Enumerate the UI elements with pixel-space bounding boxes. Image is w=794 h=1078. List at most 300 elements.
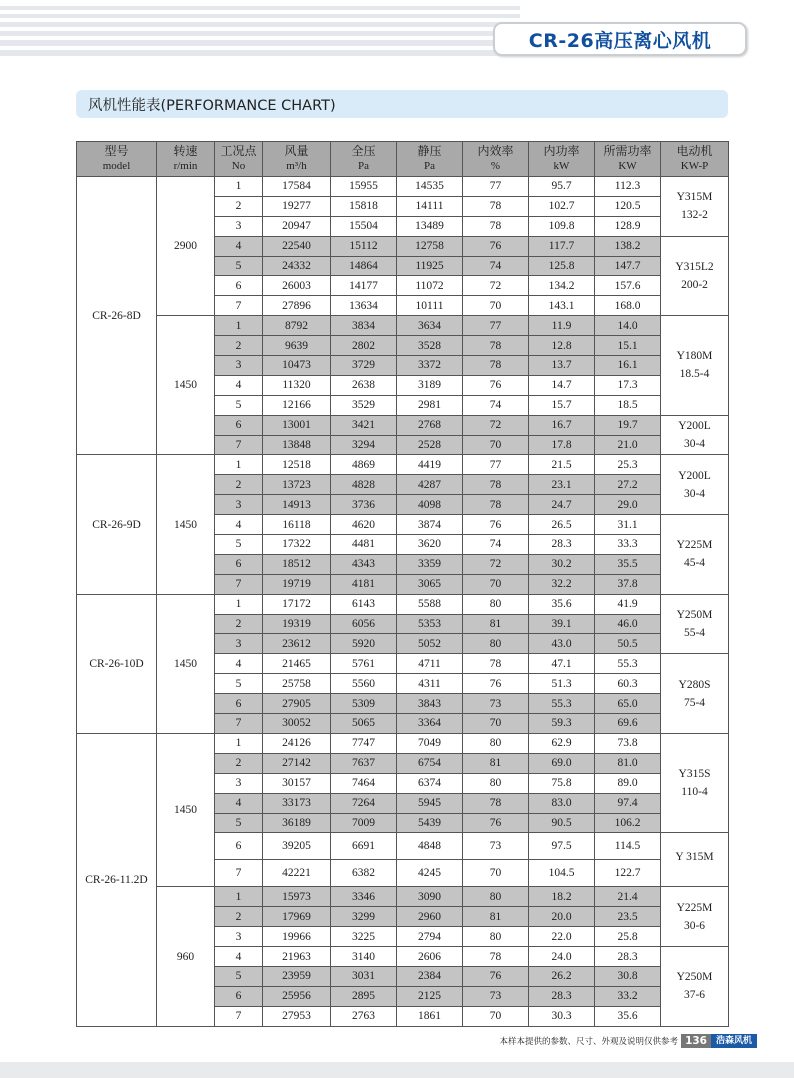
value-cell: 2528 — [397, 435, 463, 455]
value-cell: 14864 — [331, 256, 397, 276]
bottom-band — [0, 1062, 794, 1078]
table-row — [77, 594, 729, 614]
value-cell: 76 — [463, 375, 529, 395]
value-cell: 4245 — [397, 860, 463, 887]
motor-power: 18.5-4 — [679, 368, 710, 381]
value-cell: 14.7 — [529, 375, 595, 395]
value-cell: 134.2 — [529, 276, 595, 296]
value-cell: 13.7 — [529, 356, 595, 376]
value-cell: 17172 — [263, 594, 331, 614]
value-cell: 11.9 — [529, 316, 595, 336]
value-cell: 13848 — [263, 435, 331, 455]
speed-cell: 1450 — [157, 455, 215, 594]
value-cell: 28.3 — [595, 947, 661, 967]
value-cell: 4869 — [331, 455, 397, 475]
value-cell: 25.3 — [595, 455, 661, 475]
value-cell: 24.7 — [529, 495, 595, 515]
condition-point-cell: 4 — [215, 236, 263, 256]
model-cell: CR-26-9D — [77, 455, 157, 594]
value-cell: 51.3 — [529, 674, 595, 694]
value-cell: 6691 — [331, 833, 397, 860]
value-cell: 17322 — [263, 535, 331, 555]
value-cell: 4481 — [331, 535, 397, 555]
value-cell: 143.1 — [529, 296, 595, 316]
value-cell: 120.5 — [595, 196, 661, 216]
motor-cell — [661, 947, 729, 1027]
condition-point-cell: 6 — [215, 986, 263, 1006]
column-header-label: 所需功率 — [603, 144, 652, 158]
value-cell: 30.2 — [529, 554, 595, 574]
column-header — [331, 142, 397, 177]
value-cell: 42221 — [263, 860, 331, 887]
value-cell: 1861 — [397, 1006, 463, 1026]
value-cell: 12758 — [397, 236, 463, 256]
value-cell: 104.5 — [529, 860, 595, 887]
value-cell: 7747 — [331, 733, 397, 753]
value-cell: 83.0 — [529, 793, 595, 813]
value-cell: 2638 — [331, 375, 397, 395]
motor-cell — [661, 515, 729, 595]
value-cell: 23612 — [263, 634, 331, 654]
motor-cell — [661, 887, 729, 947]
value-cell: 3031 — [331, 966, 397, 986]
value-cell: 81 — [463, 907, 529, 927]
value-cell: 97.4 — [595, 793, 661, 813]
value-cell: 95.7 — [529, 177, 595, 197]
value-cell: 3529 — [331, 395, 397, 415]
value-cell: 11320 — [263, 375, 331, 395]
condition-point-cell: 1 — [215, 887, 263, 907]
value-cell: 73 — [463, 986, 529, 1006]
column-header-label: 电动机 — [676, 144, 713, 158]
value-cell: 50.5 — [595, 634, 661, 654]
condition-point-cell: 5 — [215, 813, 263, 833]
value-cell: 59.3 — [529, 714, 595, 734]
value-cell: 4419 — [397, 455, 463, 475]
value-cell: 6143 — [331, 594, 397, 614]
column-header-unit: KW — [618, 160, 637, 172]
condition-point-cell: 3 — [215, 927, 263, 947]
value-cell: 15955 — [331, 177, 397, 197]
value-cell: 70 — [463, 1006, 529, 1026]
condition-point-cell: 5 — [215, 395, 263, 415]
value-cell: 6754 — [397, 753, 463, 773]
value-cell: 78 — [463, 654, 529, 674]
value-cell: 78 — [463, 947, 529, 967]
column-header-unit: r/min — [173, 160, 198, 172]
motor-model: Y250M — [676, 609, 713, 622]
value-cell: 72 — [463, 276, 529, 296]
motor-power: 30-4 — [683, 487, 706, 500]
motor-cell — [661, 455, 729, 515]
value-cell: 2981 — [397, 395, 463, 415]
value-cell: 109.8 — [529, 216, 595, 236]
condition-point-cell: 4 — [215, 793, 263, 813]
motor-power: 110-4 — [681, 786, 708, 799]
footer — [500, 1033, 757, 1049]
motor-model: Y225M — [676, 901, 713, 914]
value-cell: 4343 — [331, 554, 397, 574]
speed-cell: 1450 — [157, 316, 215, 455]
condition-point-cell: 5 — [215, 256, 263, 276]
column-header — [215, 142, 263, 177]
value-cell: 3065 — [397, 574, 463, 594]
value-cell: 7637 — [331, 753, 397, 773]
motor-model: Y280S — [678, 678, 711, 691]
value-cell: 80 — [463, 773, 529, 793]
value-cell: 55.3 — [595, 654, 661, 674]
value-cell: 2768 — [397, 415, 463, 435]
value-cell: 25956 — [263, 986, 331, 1006]
condition-point-cell: 7 — [215, 714, 263, 734]
value-cell: 3421 — [331, 415, 397, 435]
motor-power: 55-4 — [683, 627, 706, 640]
speed-cell: 1450 — [157, 594, 215, 733]
value-cell: 77 — [463, 316, 529, 336]
value-cell: 112.3 — [595, 177, 661, 197]
value-cell: 16118 — [263, 515, 331, 535]
value-cell: 80 — [463, 733, 529, 753]
value-cell: 19319 — [263, 614, 331, 634]
value-cell: 102.7 — [529, 196, 595, 216]
value-cell: 30157 — [263, 773, 331, 793]
table-row — [77, 177, 729, 197]
value-cell: 12518 — [263, 455, 331, 475]
value-cell: 19719 — [263, 574, 331, 594]
value-cell: 4098 — [397, 495, 463, 515]
motor-cell — [661, 415, 729, 455]
value-cell: 3299 — [331, 907, 397, 927]
motor-cell — [661, 177, 729, 237]
value-cell: 76 — [463, 966, 529, 986]
value-cell: 9639 — [263, 336, 331, 356]
value-cell: 2960 — [397, 907, 463, 927]
footer-note: 本样本提供的参数、尺寸、外观及说明仅供参考 — [499, 1037, 679, 1047]
value-cell: 43.0 — [529, 634, 595, 654]
condition-point-cell: 4 — [215, 947, 263, 967]
value-cell: 3359 — [397, 554, 463, 574]
condition-point-cell: 2 — [215, 753, 263, 773]
value-cell: 6056 — [331, 614, 397, 634]
value-cell: 6382 — [331, 860, 397, 887]
condition-point-cell: 1 — [215, 594, 263, 614]
value-cell: 5560 — [331, 674, 397, 694]
condition-point-cell: 3 — [215, 216, 263, 236]
value-cell: 65.0 — [595, 694, 661, 714]
column-header-unit: No — [231, 160, 246, 172]
condition-point-cell: 7 — [215, 860, 263, 887]
column-header — [463, 142, 529, 177]
column-header — [263, 142, 331, 177]
value-cell: 2763 — [331, 1006, 397, 1026]
value-cell: 3090 — [397, 887, 463, 907]
value-cell: 25758 — [263, 674, 331, 694]
value-cell: 147.7 — [595, 256, 661, 276]
value-cell: 14111 — [397, 196, 463, 216]
value-cell: 16.1 — [595, 356, 661, 376]
value-cell: 24.0 — [529, 947, 595, 967]
condition-point-cell: 3 — [215, 773, 263, 793]
condition-point-cell: 2 — [215, 336, 263, 356]
value-cell: 33.2 — [595, 986, 661, 1006]
value-cell: 27905 — [263, 694, 331, 714]
value-cell: 17969 — [263, 907, 331, 927]
value-cell: 7464 — [331, 773, 397, 793]
column-header-unit: m³/h — [286, 160, 307, 172]
speed-cell: 1450 — [157, 733, 215, 886]
column-header — [595, 142, 661, 177]
value-cell: 30.3 — [529, 1006, 595, 1026]
value-cell: 4311 — [397, 674, 463, 694]
value-cell: 20947 — [263, 216, 331, 236]
column-header-label: 转速 — [173, 144, 198, 158]
value-cell: 81 — [463, 753, 529, 773]
condition-point-cell: 5 — [215, 966, 263, 986]
value-cell: 2384 — [397, 966, 463, 986]
motor-model: Y315M — [676, 191, 713, 204]
value-cell: 15818 — [331, 196, 397, 216]
value-cell: 138.2 — [595, 236, 661, 256]
motor-cell — [661, 833, 729, 887]
value-cell: 81 — [463, 614, 529, 634]
value-cell: 33173 — [263, 793, 331, 813]
condition-point-cell: 3 — [215, 495, 263, 515]
value-cell: 22.0 — [529, 927, 595, 947]
table-header-row — [77, 142, 729, 177]
condition-point-cell: 1 — [215, 316, 263, 336]
condition-point-cell: 6 — [215, 415, 263, 435]
value-cell: 32.2 — [529, 574, 595, 594]
value-cell: 14177 — [331, 276, 397, 296]
value-cell: 31.1 — [595, 515, 661, 535]
value-cell: 2802 — [331, 336, 397, 356]
value-cell: 76 — [463, 515, 529, 535]
value-cell: 27142 — [263, 753, 331, 773]
value-cell: 47.1 — [529, 654, 595, 674]
motor-model: Y200L — [678, 420, 711, 433]
value-cell: 78 — [463, 793, 529, 813]
value-cell: 5761 — [331, 654, 397, 674]
value-cell: 35.6 — [595, 1006, 661, 1026]
value-cell: 5920 — [331, 634, 397, 654]
model-cell: CR-26-11.2D — [77, 733, 157, 1026]
value-cell: 12166 — [263, 395, 331, 415]
value-cell: 168.0 — [595, 296, 661, 316]
value-cell: 23.5 — [595, 907, 661, 927]
value-cell: 17584 — [263, 177, 331, 197]
motor-cell — [661, 594, 729, 654]
condition-point-cell: 1 — [215, 177, 263, 197]
value-cell: 55.3 — [529, 694, 595, 714]
column-header-label: 内功率 — [543, 144, 580, 158]
value-cell: 27896 — [263, 296, 331, 316]
column-header-label: 静压 — [417, 144, 442, 158]
value-cell: 74 — [463, 256, 529, 276]
value-cell: 3620 — [397, 535, 463, 555]
motor-model: Y250M — [676, 971, 713, 984]
condition-point-cell: 1 — [215, 733, 263, 753]
value-cell: 4828 — [331, 475, 397, 495]
value-cell: 15.1 — [595, 336, 661, 356]
value-cell: 157.6 — [595, 276, 661, 296]
motor-model: Y315L2 — [675, 260, 714, 273]
column-header — [77, 142, 157, 177]
value-cell: 15973 — [263, 887, 331, 907]
value-cell: 80 — [463, 887, 529, 907]
value-cell: 3364 — [397, 714, 463, 734]
value-cell: 13001 — [263, 415, 331, 435]
value-cell: 74 — [463, 535, 529, 555]
value-cell: 4711 — [397, 654, 463, 674]
value-cell: 14913 — [263, 495, 331, 515]
value-cell: 70 — [463, 574, 529, 594]
value-cell: 75.8 — [529, 773, 595, 793]
condition-point-cell: 6 — [215, 833, 263, 860]
condition-point-cell: 2 — [215, 196, 263, 216]
value-cell: 13634 — [331, 296, 397, 316]
value-cell: 3294 — [331, 435, 397, 455]
value-cell: 70 — [463, 296, 529, 316]
value-cell: 29.0 — [595, 495, 661, 515]
value-cell: 26003 — [263, 276, 331, 296]
value-cell: 16.7 — [529, 415, 595, 435]
value-cell: 30.8 — [595, 966, 661, 986]
value-cell: 73 — [463, 694, 529, 714]
value-cell: 125.8 — [529, 256, 595, 276]
value-cell: 3372 — [397, 356, 463, 376]
value-cell: 19966 — [263, 927, 331, 947]
column-header — [529, 142, 595, 177]
table-row — [77, 887, 729, 907]
value-cell: 74 — [463, 395, 529, 415]
motor-model: Y315S — [678, 768, 711, 781]
condition-point-cell: 5 — [215, 535, 263, 555]
value-cell: 4181 — [331, 574, 397, 594]
value-cell: 73 — [463, 833, 529, 860]
value-cell: 78 — [463, 495, 529, 515]
value-cell: 128.9 — [595, 216, 661, 236]
value-cell: 3736 — [331, 495, 397, 515]
column-header-unit: model — [102, 160, 131, 172]
motor-cell — [661, 236, 729, 316]
value-cell: 33.3 — [595, 535, 661, 555]
value-cell: 10111 — [397, 296, 463, 316]
value-cell: 17.8 — [529, 435, 595, 455]
value-cell: 11925 — [397, 256, 463, 276]
column-header-unit: KW-P — [680, 160, 709, 172]
value-cell: 4848 — [397, 833, 463, 860]
value-cell: 27953 — [263, 1006, 331, 1026]
value-cell: 5588 — [397, 594, 463, 614]
value-cell: 3189 — [397, 375, 463, 395]
value-cell: 80 — [463, 927, 529, 947]
value-cell: 23959 — [263, 966, 331, 986]
value-cell: 2895 — [331, 986, 397, 1006]
value-cell: 60.3 — [595, 674, 661, 694]
value-cell: 8792 — [263, 316, 331, 336]
condition-point-cell: 2 — [215, 907, 263, 927]
value-cell: 22540 — [263, 236, 331, 256]
column-header-unit: % — [490, 160, 501, 172]
value-cell: 76 — [463, 813, 529, 833]
condition-point-cell: 7 — [215, 296, 263, 316]
value-cell: 5052 — [397, 634, 463, 654]
condition-point-cell: 7 — [215, 435, 263, 455]
value-cell: 6374 — [397, 773, 463, 793]
table-row — [77, 316, 729, 336]
value-cell: 3874 — [397, 515, 463, 535]
value-cell: 73.8 — [595, 733, 661, 753]
motor-power: 132-2 — [681, 209, 708, 222]
value-cell: 5353 — [397, 614, 463, 634]
motor-power: 37-6 — [683, 989, 706, 1002]
motor-power: 75-4 — [683, 696, 706, 709]
performance-table — [76, 141, 729, 1027]
value-cell: 4287 — [397, 475, 463, 495]
value-cell: 5065 — [331, 714, 397, 734]
condition-point-cell: 4 — [215, 654, 263, 674]
value-cell: 41.9 — [595, 594, 661, 614]
value-cell: 3225 — [331, 927, 397, 947]
motor-power: 45-4 — [683, 557, 706, 570]
value-cell: 80 — [463, 594, 529, 614]
value-cell: 23.1 — [529, 475, 595, 495]
value-cell: 2606 — [397, 947, 463, 967]
value-cell: 27.2 — [595, 475, 661, 495]
table-row — [77, 455, 729, 475]
value-cell: 46.0 — [595, 614, 661, 634]
value-cell: 76 — [463, 674, 529, 694]
value-cell: 28.3 — [529, 535, 595, 555]
column-header-label: 工况点 — [220, 144, 257, 158]
value-cell: 18512 — [263, 554, 331, 574]
value-cell: 81.0 — [595, 753, 661, 773]
value-cell: 3140 — [331, 947, 397, 967]
motor-cell — [661, 733, 729, 832]
value-cell: 7049 — [397, 733, 463, 753]
value-cell: 90.5 — [529, 813, 595, 833]
value-cell: 3528 — [397, 336, 463, 356]
value-cell: 15.7 — [529, 395, 595, 415]
value-cell: 2125 — [397, 986, 463, 1006]
condition-point-cell: 7 — [215, 1006, 263, 1026]
condition-point-cell: 1 — [215, 455, 263, 475]
condition-point-cell: 6 — [215, 276, 263, 296]
value-cell: 78 — [463, 196, 529, 216]
value-cell: 3346 — [331, 887, 397, 907]
value-cell: 10473 — [263, 356, 331, 376]
value-cell: 3729 — [331, 356, 397, 376]
value-cell: 21963 — [263, 947, 331, 967]
column-header-label: 全压 — [351, 144, 376, 158]
condition-point-cell: 7 — [215, 574, 263, 594]
motor-cell — [661, 654, 729, 734]
value-cell: 70 — [463, 435, 529, 455]
condition-point-cell: 6 — [215, 694, 263, 714]
speed-cell: 960 — [157, 887, 215, 1026]
value-cell: 3834 — [331, 316, 397, 336]
value-cell: 3843 — [397, 694, 463, 714]
value-cell: 24332 — [263, 256, 331, 276]
value-cell: 80 — [463, 634, 529, 654]
value-cell: 28.3 — [529, 986, 595, 1006]
value-cell: 30052 — [263, 714, 331, 734]
value-cell: 21465 — [263, 654, 331, 674]
value-cell: 89.0 — [595, 773, 661, 793]
column-header-label: 风量 — [284, 144, 309, 158]
value-cell: 76 — [463, 236, 529, 256]
value-cell: 20.0 — [529, 907, 595, 927]
